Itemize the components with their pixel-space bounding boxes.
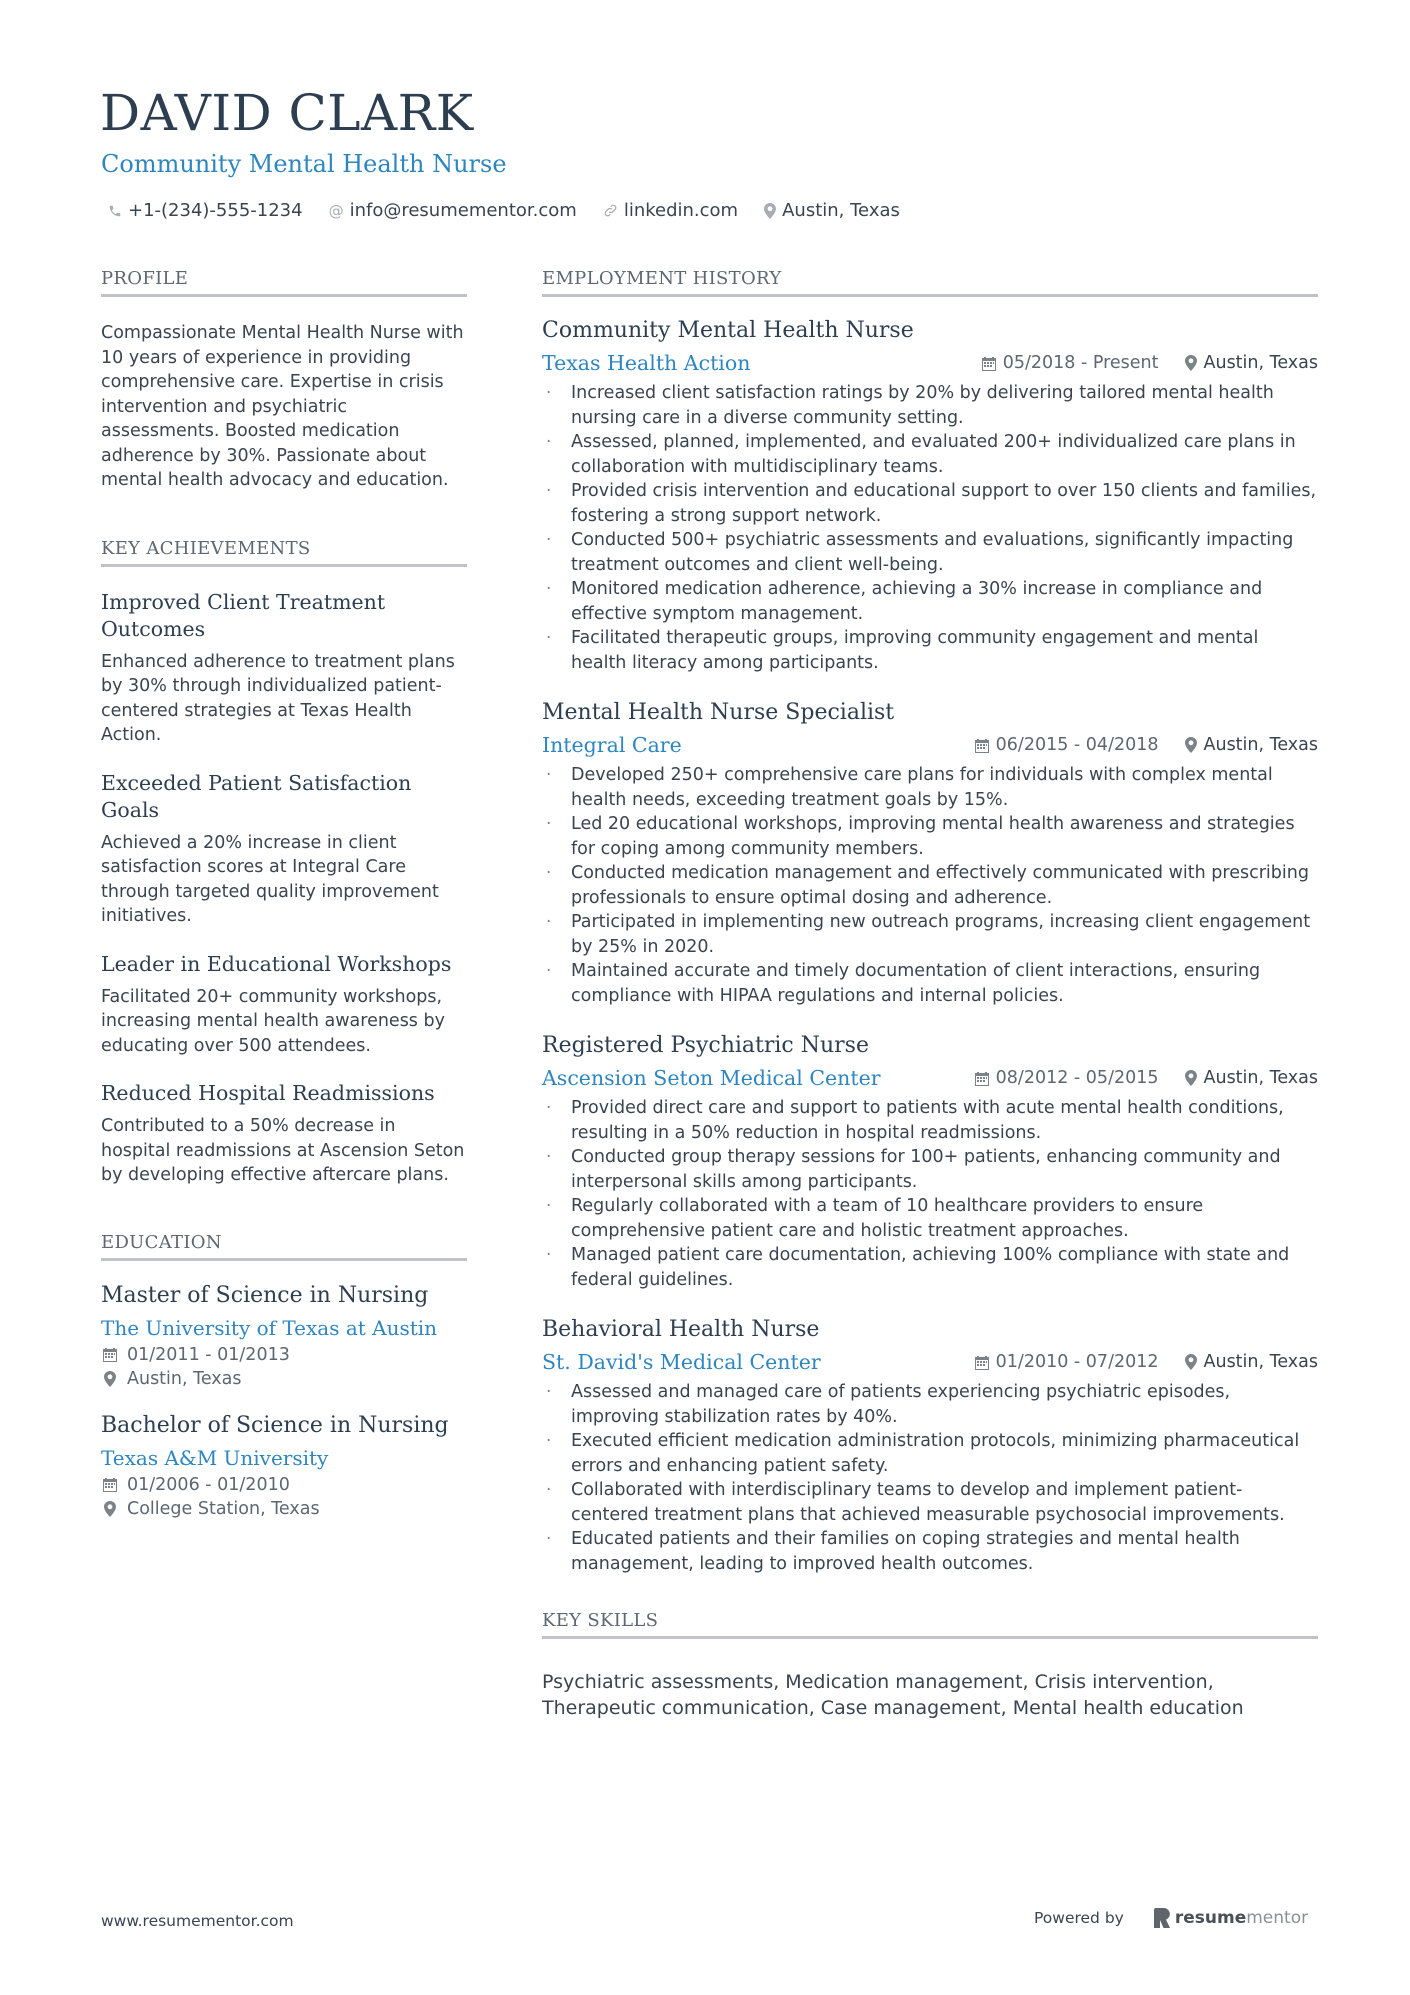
map-pin-icon xyxy=(1185,355,1197,371)
job-company: Texas Health Action xyxy=(542,351,751,375)
achievement-title: Leader in Educational Workshops xyxy=(101,951,452,976)
job-entry xyxy=(542,315,1318,675)
education-item xyxy=(101,1411,467,1521)
profile-section xyxy=(101,268,467,493)
job-company: Ascension Seton Medical Center xyxy=(542,1066,881,1090)
education-location-text: Austin, Texas xyxy=(127,1368,242,1389)
education-school: The University of Texas at Austin xyxy=(101,1315,438,1340)
achievement-title: Improved Client Treatment Outcomes xyxy=(101,589,386,641)
employment-section xyxy=(542,268,1318,1576)
education-dates-text: 01/2011 - 01/2013 xyxy=(127,1344,290,1365)
education-degree: Bachelor of Science in Nursing xyxy=(101,1412,449,1438)
contact-linkedin[interactable] xyxy=(603,200,738,221)
job-bullet: · Conducted group therapy sessions for 100+ patients, enhancing community and interpersonal skills among participants. xyxy=(542,1145,1318,1194)
job-entry xyxy=(542,1314,1318,1576)
job-bullet: · Conducted 500+ psychiatric assessments and evaluations, significantly impacting treatment outcomes and client well-being. xyxy=(542,528,1318,577)
job-company: Integral Care xyxy=(542,733,682,757)
job-title: Registered Psychiatric Nurse xyxy=(542,1033,869,1058)
map-pin-icon xyxy=(1185,1070,1197,1086)
job-bullets xyxy=(542,381,1318,675)
job-bullets xyxy=(542,1096,1318,1292)
contact-location xyxy=(764,200,900,221)
achievement-item xyxy=(101,770,467,929)
job-bullet: · Developed 250+ comprehensive care plans for individuals with complex mental health needs, exceeding treatment goals by 15%. xyxy=(542,763,1318,812)
education-dates-text: 01/2006 - 01/2010 xyxy=(127,1474,290,1495)
achievement-item xyxy=(101,589,467,748)
powered-by-label: Powered by xyxy=(1034,1909,1124,1927)
job-bullet: · Facilitated therapeutic groups, improving community engagement and mental health literacy among participants. xyxy=(542,626,1318,675)
job-meta xyxy=(975,1352,1318,1372)
education-school: Texas A&M University xyxy=(101,1445,329,1470)
calendar-icon xyxy=(982,356,996,371)
job-bullet: · Regularly collaborated with a team of 10 healthcare providers to ensure comprehensive patient care and holistic treatment approaches. xyxy=(542,1194,1318,1243)
job-location: Austin, Texas xyxy=(1203,735,1318,755)
job-location: Austin, Texas xyxy=(1203,1352,1318,1372)
job-bullets xyxy=(542,763,1318,1008)
job-subheader xyxy=(542,349,1318,377)
achievements-section xyxy=(101,538,467,1188)
contact-phone[interactable] xyxy=(108,200,303,221)
job-bullets xyxy=(542,1380,1318,1576)
job-dates: 06/2015 - 04/2018 xyxy=(995,735,1159,755)
left-column xyxy=(101,268,467,1521)
job-bullet: · Monitored medication adherence, achieving a 30% increase in compliance and effective symptom management. xyxy=(542,577,1318,626)
resumementor-logo[interactable] xyxy=(1154,1908,1308,1928)
job-bullet: · Provided direct care and support to patients with acute mental health conditions, resulting in a 50% reduction in hospital readmissions. xyxy=(542,1096,1318,1145)
education-section xyxy=(101,1232,467,1521)
footer-powered-by xyxy=(1034,1908,1308,1928)
achievement-text: Facilitated 20+ community workshops, increasing mental health awareness by educating over 500 attendees. xyxy=(101,986,445,1056)
achievement-title: Reduced Hospital Readmissions xyxy=(101,1081,435,1105)
contact-phone-text: +1-(234)-555-1234 xyxy=(128,200,303,221)
at-icon: @ xyxy=(328,201,344,220)
job-company: St. David's Medical Center xyxy=(542,1350,821,1374)
brand-name-light: mentor xyxy=(1246,1908,1309,1928)
contact-location-text: Austin, Texas xyxy=(782,200,900,221)
education-location xyxy=(101,1367,467,1391)
achievement-item xyxy=(101,1080,467,1188)
calendar-icon xyxy=(101,1477,119,1492)
right-column xyxy=(542,268,1318,1721)
map-pin-icon xyxy=(1185,1354,1197,1370)
job-title: Behavioral Health Nurse xyxy=(542,1317,820,1342)
phone-icon xyxy=(108,204,122,218)
job-title: Community Mental Health Nurse xyxy=(542,318,914,343)
education-location xyxy=(101,1497,467,1521)
job-bullet: · Increased client satisfaction ratings by 20% by delivering tailored mental health nursing care in a diverse community setting. xyxy=(542,381,1318,430)
footer-website-link[interactable]: www.resumementor.com xyxy=(101,1912,294,1930)
job-meta xyxy=(982,353,1318,373)
job-bullet: · Collaborated with interdisciplinary teams to develop and implement patient-centered treatment plans that achieved measurable psychosocial improvements. xyxy=(542,1478,1318,1527)
job-subheader xyxy=(542,1348,1318,1376)
job-bullet: · Assessed and managed care of patients experiencing psychiatric episodes, improving stabilization rates by 40%. xyxy=(542,1380,1318,1429)
education-heading: EDUCATION xyxy=(101,1232,467,1261)
job-subheader xyxy=(542,1064,1318,1092)
contact-email-text: info@resumementor.com xyxy=(349,200,577,221)
skills-heading: KEY SKILLS xyxy=(542,1610,1318,1639)
map-pin-icon xyxy=(764,203,776,219)
skills-text: Psychiatric assessments, Medication management, Crisis intervention, Therapeutic communication, Case management, Mental health education xyxy=(542,1671,1244,1719)
education-item xyxy=(101,1281,467,1391)
job-bullet: · Maintained accurate and timely documentation of client interactions, ensuring compliance with HIPAA regulations and internal policies. xyxy=(542,959,1318,1008)
achievements-heading: KEY ACHIEVEMENTS xyxy=(101,538,467,567)
employment-heading: EMPLOYMENT HISTORY xyxy=(542,268,1318,297)
job-meta xyxy=(975,1068,1318,1088)
job-location: Austin, Texas xyxy=(1203,1068,1318,1088)
job-bullet: · Participated in implementing new outreach programs, increasing client engagement by 25% in 2020. xyxy=(542,910,1318,959)
job-bullet: · Executed efficient medication administration protocols, minimizing pharmaceutical errors and enhancing patient safety. xyxy=(542,1429,1318,1478)
map-pin-icon xyxy=(1185,737,1197,753)
skills-section xyxy=(542,1610,1318,1721)
contact-bar xyxy=(108,200,926,221)
achievement-text: Contributed to a 50% decrease in hospital readmissions at Ascension Seton by developing effective aftercare plans. xyxy=(101,1116,465,1185)
profile-text: Compassionate Mental Health Nurse with 10 years of experience in providing comprehensive care. Expertise in crisis intervention and psychiatric assessments. Boosted medication adherence by 30%. Passionate about mental health advocacy and education. xyxy=(101,323,464,490)
job-bullet: · Led 20 educational workshops, improving mental health awareness and strategies for coping among community members. xyxy=(542,812,1318,861)
resumementor-logo-icon xyxy=(1154,1908,1170,1928)
candidate-title: Community Mental Health Nurse xyxy=(101,150,507,178)
job-title: Mental Health Nurse Specialist xyxy=(542,700,895,725)
calendar-icon xyxy=(975,1071,989,1086)
job-dates: 01/2010 - 07/2012 xyxy=(995,1352,1159,1372)
job-list xyxy=(542,315,1318,1576)
achievement-text: Achieved a 20% increase in client satisfaction scores at Integral Care through targeted quality improvement initiatives. xyxy=(101,832,439,926)
job-bullet: · Provided crisis intervention and educational support to over 150 clients and families, fostering a strong support network. xyxy=(542,479,1318,528)
calendar-icon xyxy=(975,738,989,753)
job-bullet: · Assessed, planned, implemented, and evaluated 200+ individualized care plans in collaboration with multidisciplinary teams. xyxy=(542,430,1318,479)
job-dates: 05/2018 - Present xyxy=(1002,353,1159,373)
map-pin-icon xyxy=(101,1371,119,1387)
contact-linkedin-text: linkedin.com xyxy=(623,200,739,221)
contact-email[interactable] xyxy=(329,200,577,221)
achievement-item xyxy=(101,951,467,1059)
job-meta xyxy=(975,735,1318,755)
achievement-title: Exceeded Patient Satisfaction Goals xyxy=(101,770,412,822)
job-bullet: · Managed patient care documentation, achieving 100% compliance with state and federal guidelines. xyxy=(542,1243,1318,1292)
job-dates: 08/2012 - 05/2015 xyxy=(995,1068,1159,1088)
profile-heading: PROFILE xyxy=(101,268,467,297)
education-dates xyxy=(101,1473,467,1497)
job-bullet: · Educated patients and their families on coping strategies and mental health management, leading to improved health outcomes. xyxy=(542,1527,1318,1576)
candidate-name: DAVID CLARK xyxy=(100,84,474,142)
achievement-text: Enhanced adherence to treatment plans by 30% through individualized patient-centered strategies at Texas Health Action. xyxy=(101,651,455,745)
calendar-icon xyxy=(975,1355,989,1370)
education-degree: Master of Science in Nursing xyxy=(101,1282,429,1308)
education-location-text: College Station, Texas xyxy=(127,1498,320,1519)
education-dates xyxy=(101,1343,467,1367)
job-entry xyxy=(542,697,1318,1008)
job-subheader xyxy=(542,731,1318,759)
job-entry xyxy=(542,1030,1318,1292)
job-bullet: · Conducted medication management and effectively communicated with prescribing professionals to ensure optimal dosing and adherence. xyxy=(542,861,1318,910)
link-icon xyxy=(603,203,618,218)
brand-name-bold: resume xyxy=(1174,1908,1247,1928)
calendar-icon xyxy=(101,1347,119,1362)
map-pin-icon xyxy=(101,1501,119,1517)
job-location: Austin, Texas xyxy=(1203,353,1318,373)
